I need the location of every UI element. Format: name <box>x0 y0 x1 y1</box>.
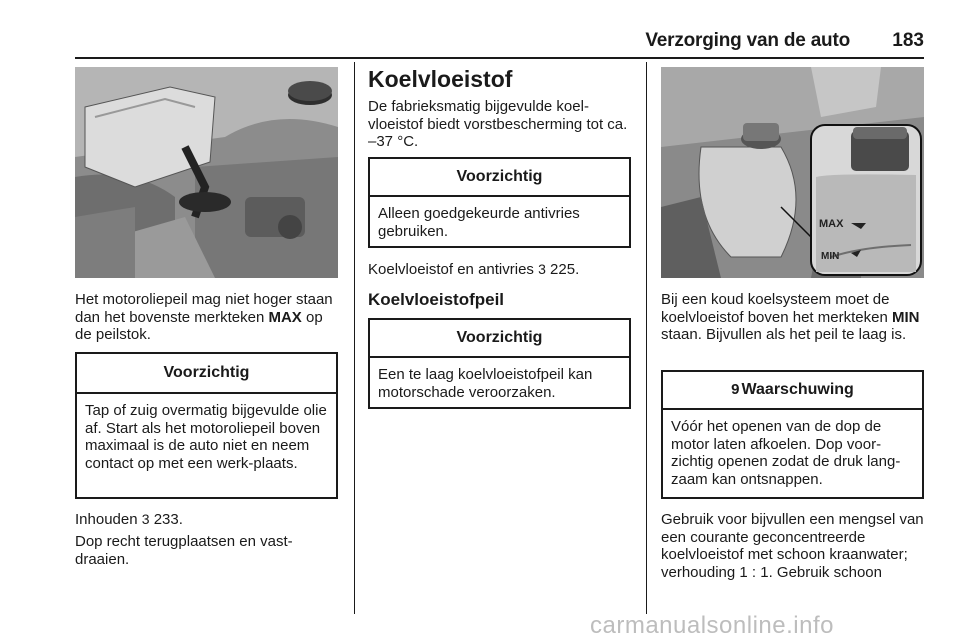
capacity-paragraph <box>75 511 337 529</box>
oil-level-paragraph <box>75 291 337 344</box>
caution-box-antifreeze <box>368 157 631 248</box>
engine-oil-filling-photo <box>75 67 338 278</box>
caution-box-coolant-level <box>368 318 631 409</box>
warning-triangle-icon: 9 <box>731 381 740 398</box>
watermark: carmanualsonline.info <box>590 612 834 639</box>
caution-box-body: Tap of zuig overmatig bijgevulde olie af. Start als het motoroliepeil boven maximaal is de auto niet en neem contact op met een werk-plaats. <box>85 402 327 472</box>
warning-box-title: Waarschuwing <box>741 381 854 398</box>
coolant-reservoir-photo <box>661 67 924 278</box>
antifreeze-ref-paragraph <box>368 261 630 279</box>
caution-box-title: Voorzichtig <box>370 159 629 197</box>
caution-box-body: Alleen goedgekeurde antivries gebruiken. <box>378 205 580 240</box>
coolant-level-subheading: Koelvloeistofpeil <box>368 290 505 309</box>
cap-paragraph: Dop recht terugplaatsen en vast-draaien. <box>75 533 293 568</box>
warning-box-body: Vóór het openen van de dop de motor laten afkoelen. Dop voor-zichtig openen zodat de druk lang-zaam kan ontsnappen. <box>671 418 901 488</box>
min-mark-text: MIN <box>891 308 920 326</box>
warning-box-header <box>663 372 922 410</box>
caution-box-title: Voorzichtig <box>77 354 336 394</box>
reference-arrow-icon: 3 <box>538 261 546 277</box>
column-divider-left <box>354 62 355 614</box>
caution-box-oil <box>75 352 338 499</box>
coolant-level-text: Bij een koud koelsysteem moet de koelvloeistof boven het merkteken <box>661 291 890 326</box>
page-number: 183 <box>892 30 924 51</box>
max-mark-label: MAX <box>268 308 302 326</box>
warning-box <box>661 370 924 499</box>
mixture-paragraph: Gebruik voor bijvullen een mengsel van een courante geconcentreerde koelvloeistof met schoon kraanwater; verhouding 1 : 1. Gebruik schoon <box>661 511 924 581</box>
coolant-intro-paragraph: De fabrieksmatig bijgevulde koel-vloeistof biedt vorstbescherming tot ca. –37 °C. <box>368 98 628 150</box>
antifreeze-page-ref[interactable]: 225. <box>545 261 580 278</box>
header-rule <box>75 57 924 59</box>
capacity-page-ref[interactable]: 233. <box>149 511 183 528</box>
antifreeze-ref-text: Koelvloeistof en antivries <box>368 261 539 278</box>
reference-arrow-icon: 3 <box>141 511 150 527</box>
min-mark-label: MIN <box>821 251 840 262</box>
caution-box-body: Een te laag koelvloeistofpeil kan motorschade veroorzaken. <box>378 366 593 401</box>
caution-box-title: Voorzichtig <box>370 320 629 358</box>
coolant-level-text-end: staan. Bijvullen als het peil te laag is. <box>661 326 907 343</box>
page-header-title: Verzorging van de auto <box>645 30 850 51</box>
coolant-level-paragraph <box>661 291 923 344</box>
capacity-text: Inhouden <box>75 511 142 528</box>
coolant-heading: Koelvloeistof <box>368 66 513 92</box>
oil-level-text: Het motoroliepeil mag niet hoger staan dan het bovenste merkteken <box>75 291 333 326</box>
oil-level-text-end: op de peilstok. <box>75 308 323 343</box>
column-divider-right <box>646 62 647 614</box>
max-mark-label: MAX <box>819 218 844 230</box>
